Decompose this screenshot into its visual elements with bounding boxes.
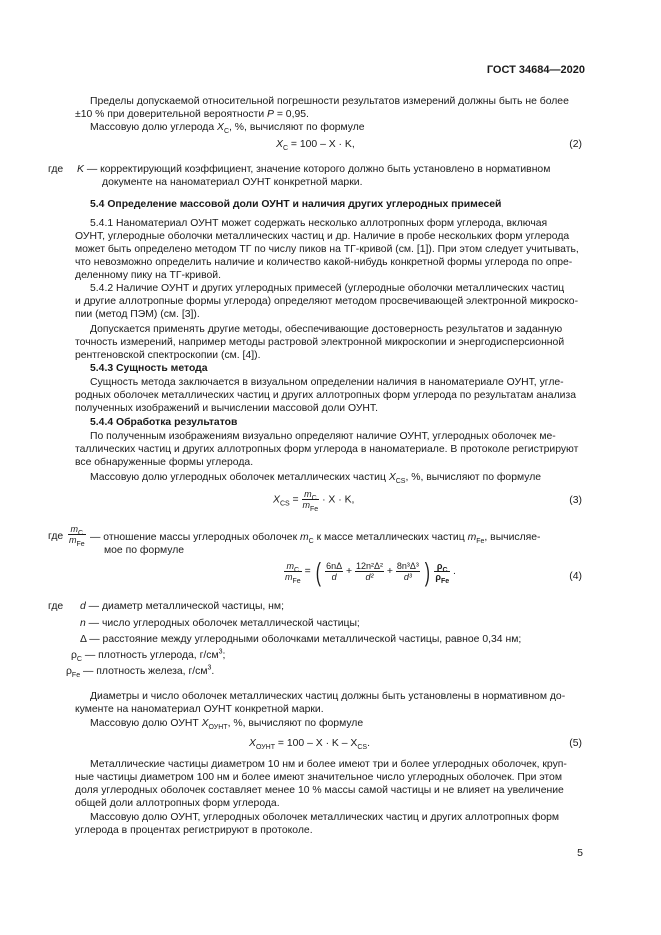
text-line [80,617,360,630]
symbol: X [217,122,224,133]
formula-rhs: . [367,738,370,749]
symbol: X [276,139,283,150]
subscript: CS [395,478,406,486]
text-line: Массовую долю ОУНТ, углеродных оболочек металлических частиц и других аллотропных форм [90,812,560,823]
text-span: , %, вычисляют по формуле [229,122,365,133]
text-line [90,121,365,134]
subscript: C [78,529,84,537]
text-line: точность измерений, например методы растровой электронной микроскопии и энергодисперсионной [75,337,565,348]
superscript: 3 [207,664,212,672]
symbol: X [388,472,396,483]
text-line: ОУНТ, углеродные оболочки металлических частиц и др. Наличие в пробе нескольких форм углерода [75,231,570,242]
text-span: ±10 % при доверительной вероятности [75,109,268,120]
where-label: где [48,531,64,542]
text-line: деленному пику на ТГ-кривой. [75,270,221,281]
subscript: С [282,145,288,153]
text-line [80,600,284,613]
symbol: d [80,601,86,612]
symbol: m [304,489,312,499]
plus: + [346,566,353,577]
text-line: полученных изображений и вычислении массовой доли ОУНТ. [75,403,379,414]
text-span: — отношение массы углеродных оболочек [90,532,301,543]
text-span: — число углеродных оболочек металлической частицы; [85,618,360,629]
section-heading: 5.4 Определение массовой доли ОУНТ и наличия других углеродных примесей [90,199,502,210]
left-paren: ( [315,556,321,587]
subscript: С [223,128,230,136]
text-line: может быть определено методом ТГ по числу пиков на ТГ-кривой (см. [1]). При этом следует учитывать, [75,244,579,255]
text-span: к массе металлических частиц [313,532,468,543]
text-line: кументе на наноматериал ОУНТ конкретной марки. [75,704,324,715]
text-line: родных оболочек металлических частиц и других аллотропных форм углерода по результатам анализа [75,390,576,401]
symbol: n [80,618,86,629]
fraction: $\frac{6n\Delta}{d}$ [326,561,343,582]
text-line: пии (метод ПЭМ) (см. [3]). [75,309,200,320]
equation-number: (3) [569,495,582,506]
text-line: Металлические частицы диаметром 10 нм и более имеют три и более углеродных оболочек, круп- [90,759,567,770]
symbol: X [273,494,280,506]
fraction [302,489,320,513]
text-span: — расстояние между углеродными оболочками металлической частицы, равное 0,34 нм; [86,634,522,645]
subscript: CS [279,500,290,508]
text-line: Диаметры и число оболочек металлических частиц должны быть установлены в нормативном до- [90,691,566,702]
symbol: Δ [80,634,87,645]
text-span: , %, вычисляют по формуле [405,472,542,483]
equals: = [304,566,311,577]
text-line: доля углеродных оболочек составляет менее 10 % массы самой частицы и не влияет на увеличение [75,785,564,796]
text-line: общей доли аллотропных форм углерода. [75,798,280,809]
subscript: Fe [292,577,301,585]
fraction [284,561,302,585]
subscript: C [76,656,82,664]
text-line: 5.4.2 Наличие ОУНТ и других углеродных примесей (углеродные оболочки металлических частиц [90,283,565,294]
formula-5 [249,738,370,752]
formula-rhs: = 100 – X · K – X [275,738,358,749]
symbol: X [201,718,209,729]
text-line [90,531,541,544]
formula-rhs: = 100 – X · K, [288,139,355,150]
symbol: ρ [66,666,72,677]
subscript: ОУНТ [255,744,276,752]
text-span: Массовую долю ОУНТ [90,718,202,729]
subscript: Fe [440,577,450,585]
symbol: ρ [435,572,441,582]
fraction [434,561,450,585]
text-span: , %, вычисляют по формуле [227,718,364,729]
text-line: что невозможно определить наличие и количество какой-нибудь конкретной формы углерода по опре- [75,257,573,268]
symbol: ρ [436,561,443,571]
text-line [90,717,363,730]
text-span: , вычисляе- [484,532,541,543]
text-line: все обнаруженные формы углерода. [75,457,254,468]
subscript: ОУНТ [208,724,228,732]
equals: = [289,494,302,506]
subscript: C [308,538,314,546]
text-line: таллических частиц и других аллотропных форм углерода в наноматериале. В протоколе регистрируют [75,444,579,455]
text-span: = 0,95. [273,109,309,120]
formula-3 [273,489,355,513]
subscript: Fe [76,540,85,548]
where-label: где [48,164,64,175]
fraction [68,524,86,548]
subscript: Fe [310,505,319,513]
subscript: CS [357,744,368,752]
text-span: — плотность углерода, г/см [81,650,219,661]
subscript: C [442,566,448,574]
subscript: Fe [476,538,485,546]
page-number: 5 [577,847,583,859]
text-span: Массовую долю углерода [90,122,218,133]
formula-rhs: · X · K, [319,494,355,506]
right-paren: ) [424,556,430,587]
text-line [90,471,541,484]
fraction: $\frac{\text{8n³Δ³}}{\text{d³}}$ [396,561,419,582]
text-line [71,649,225,662]
plus: + [386,566,393,577]
text-line: рентгеновской спектроскопии (см. [4]). [75,350,261,361]
formula-2 [276,139,355,153]
symbol: m [286,561,295,571]
text-line [75,108,309,121]
symbol: m [285,572,293,582]
superscript: 3 [218,648,223,656]
equation-number: (2) [569,139,582,150]
text-line: Допускается применять другие методы, обеспечивающие достоверность результатов и заданную [90,324,563,335]
subscript: C [294,566,300,574]
text-line: и другие аллотропные формы углерода) определяют методом просвечивающей электронной микроско- [75,296,579,307]
symbol: ρ [71,650,77,661]
formula-4: $\frac{m_C}{m_{Fe}}$ = ( $\frac{6n\Delta}{d}$ + $\frac{\text{12n²Δ²}}{\text{d²}}$ + $\frac{\text{8n³Δ³}}{\text{d³}}$ ) $\frac{\rho_C}{\rho_{Fe}}$ . [285,556,456,587]
text-span: Массовую долю углеродных оболочек металлических частиц [90,472,389,483]
text-span: . [211,666,215,677]
text-line: По полученным изображениям визуально определяют наличие ОУНТ, углеродных оболочек ме- [90,431,556,442]
symbol: m [300,532,309,543]
text-line: 5.4.1 Наноматериал ОУНТ может содержать несколько аллотропных форм углерода, включая [90,218,548,229]
subscript: Fe [71,672,81,680]
text-line [80,633,521,646]
symbol: X [249,738,256,749]
text-line: Пределы допускаемой относительной погрешности результатов измерений должны быть не более [90,96,569,107]
where-label: где [48,601,64,612]
text-line: документе на наноматериал ОУНТ конкретной марки. [102,177,363,188]
symbol: m [302,500,311,510]
text-line: Сущность метода заключается в визуальном определении наличия в наноматериале ОУНТ, угле- [90,377,564,388]
subscript: C [311,494,317,502]
text-line: ные частицы диаметром 100 нм и более имеют значительное число углеродных оболочек. При этом [75,772,562,783]
text-span: — корректирующий коэффициент, значение которого должно быть установлено в нормативном [83,164,551,175]
section-heading: 5.4.3 Сущность метода [90,363,208,374]
text-line [77,163,550,176]
standard-designation: ГОСТ 34684—2020 [486,64,585,76]
text-span: ; [222,650,226,661]
equation-number: (4) [569,571,582,582]
symbol: P [267,109,274,120]
equation-number: (5) [569,738,582,749]
symbol: K [77,164,84,175]
symbol: m [69,535,77,545]
text-line [66,665,214,678]
symbol: m [467,532,477,543]
text-line: углерода в процентах регистрируют в протоколе. [75,825,313,836]
text-span: — плотность железа, г/см [80,666,208,677]
ratio-fraction [68,524,86,548]
text-line: мое по формуле [104,545,185,556]
section-heading: 5.4.4 Обработка результатов [90,417,238,428]
symbol: m [70,524,79,534]
fraction: $\frac{\text{12n²Δ²}}{\text{d²}}$ [355,561,384,582]
text-span: — диаметр металлической частицы, нм; [85,601,284,612]
